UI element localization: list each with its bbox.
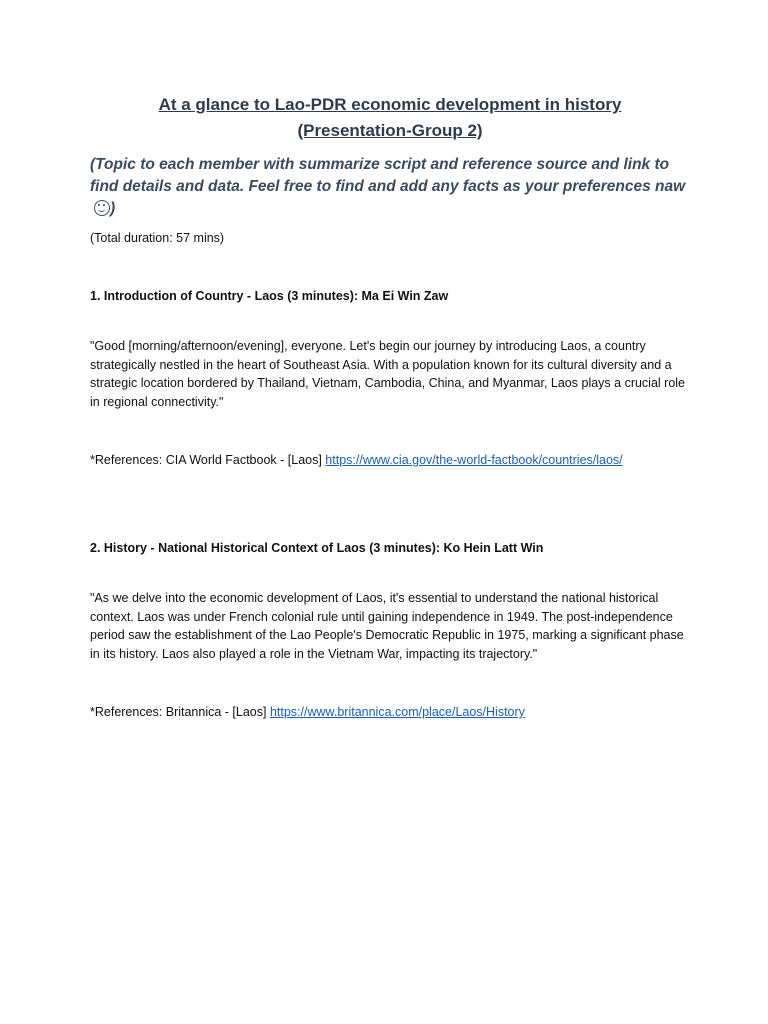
document-subtitle [90,154,690,220]
document-page [90,92,690,721]
section-2-ref-label: *References: Britannica - [Laos] [90,705,270,719]
section-1-ref-label: *References: CIA World Factbook - [Laos] [90,453,326,467]
section-1-ref-link[interactable]: https://www.cia.gov/the-world-factbook/countries/laos/ [325,453,623,467]
total-duration: (Total duration: 57 mins) [90,231,225,245]
section-2-heading: 2. History - National Historical Context of Laos (3 minutes): Ko Hein Latt Win [90,541,544,555]
section-1-script: "Good [morning/afternoon/evening], everyone. Let's begin our journey by introducing Laos, a country strategically nestled in the heart of Southeast Asia. With a population known for its cultural diversity and a strategic location bordered by Thailand, Vietnam, Cambodia, China, and Myanmar, Laos plays a crucial role in regional connectivity." [90,339,686,409]
section-2-script: "As we delve into the economic development of Laos, it's essential to understand the national historical context. Laos was under French colonial rule until gaining independence in 1949. The post-independence period saw the establishment of the Lao People's Democratic Republic in 1975, marking a significant phase in its history. Laos also played a role in the Vietnam War, impacting its trajectory." [90,591,684,661]
smiley-icon [94,200,110,216]
section-2-reference [90,703,690,721]
section-2-ref-link[interactable]: https://www.britannica.com/place/Laos/History [269,705,525,719]
subtitle-close: ) [110,200,116,217]
document-title [90,92,690,144]
title-line-2: (Presentation-Group 2) [297,121,483,140]
title-line-1: At a glance to Lao-PDR economic development in history [158,95,622,114]
section-1-heading: 1. Introduction of Country - Laos (3 minutes): Ma Ei Win Zaw [90,289,449,303]
subtitle-text: (Topic to each member with summarize script and reference source and link to find details and data. Feel free to find and add any facts as your preferences naw [90,156,686,195]
section-1-reference [90,451,690,469]
